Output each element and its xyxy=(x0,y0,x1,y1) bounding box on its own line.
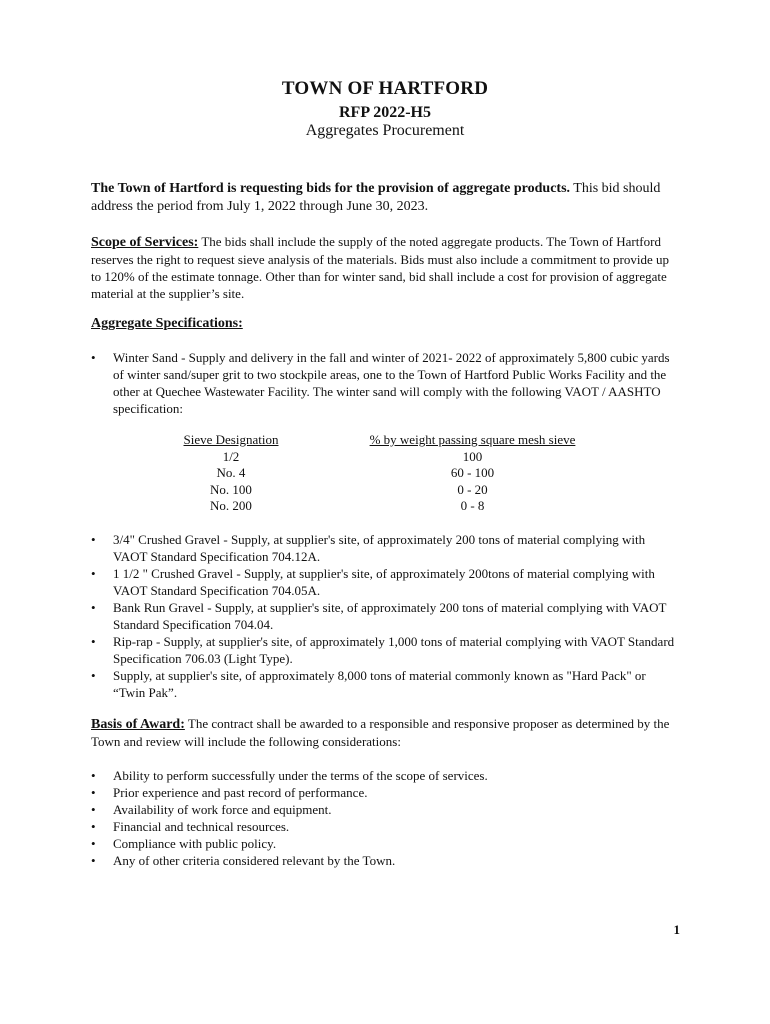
list-item: • Any of other criteria considered relevant by the Town. xyxy=(91,853,396,868)
table-cell: 60 - 100 xyxy=(450,465,495,481)
list-item: • Rip-rap - Supply, at supplier's site, of approximately 1,000 tons of material complying with VAOT Standard Specification 706.03 (Light Type). xyxy=(91,634,675,666)
list-item: • Availability of work force and equipment. xyxy=(91,802,332,817)
list-item: • Supply, at supplier's site, of approximately 8,000 tons of material commonly known as "Hard Pack" or “Twin Pak”. xyxy=(91,668,646,700)
award-text: The contract shall be awarded to a responsible and responsive proposer as determined by the Town and review will include the following considerations: xyxy=(91,716,670,749)
materials-list xyxy=(91,531,681,701)
award-heading: Basis of Award: xyxy=(91,717,185,732)
sieve-col-header: Sieve Designation xyxy=(183,432,279,447)
table-cell: No. 100 xyxy=(210,481,252,497)
specs-heading: Aggregate Specifications: xyxy=(91,316,243,331)
bullet-icon: • xyxy=(91,819,96,834)
list-item: • Winter Sand - Supply and delivery in the fall and winter of 2021- 2022 of approximately 5,800 cubic yards of winter sand/super grit to two stockpile areas, one to the Town of Hartford Public Works Facility and the other at Quechee Wastewater Facility. The winter sand will comply with the following VAOT / AASHTO specification: xyxy=(91,350,670,416)
table-cell: 100 xyxy=(462,448,483,464)
bullet-icon: • xyxy=(91,668,96,683)
bullet-icon: • xyxy=(91,566,96,581)
award-criteria-list xyxy=(91,767,681,869)
scope-paragraph xyxy=(91,233,681,302)
specs-list xyxy=(91,349,681,417)
list-item: • 1 1/2 " Crushed Gravel - Supply, at supplier's site, of approximately 200tons of material complying with VAOT Standard Specification 704.05A. xyxy=(91,566,655,598)
bullet-icon: • xyxy=(91,802,96,817)
list-item: • Compliance with public policy. xyxy=(91,836,277,851)
table-cell: No. 4 xyxy=(216,465,246,481)
bullet-icon: • xyxy=(91,853,96,868)
page-subtitle: Aggregates Procurement xyxy=(305,122,465,139)
list-item: • Ability to perform successfully under the terms of the scope of services. xyxy=(91,768,488,783)
page-number: 1 xyxy=(673,922,680,937)
bullet-icon: • xyxy=(91,836,96,851)
rfp-number: RFP 2022-H5 xyxy=(339,104,431,121)
table-cell: 0 - 8 xyxy=(460,498,485,514)
scope-heading: Scope of Services: xyxy=(91,235,199,250)
list-item: • Financial and technical resources. xyxy=(91,819,290,834)
bullet-icon: • xyxy=(91,350,96,365)
intro-paragraph xyxy=(91,180,681,216)
bullet-icon: • xyxy=(91,768,96,783)
table-cell: 0 - 20 xyxy=(457,481,488,497)
bullet-icon: • xyxy=(91,600,96,615)
passing-col-header: % by weight passing square mesh sieve xyxy=(369,432,576,447)
scope-text: The bids shall include the supply of the noted aggregate products. The Town of Hartford reserves the right to request sieve analysis of the materials. Bids must also include a commitment to provide up to 120% of the estimate tonnage. Other than for winter sand, bid shall include a cost for provision of aggregate material at the supplier’s site. xyxy=(91,234,670,301)
bullet-icon: • xyxy=(91,532,96,547)
sieve-designation-column xyxy=(175,432,287,515)
page-title: TOWN OF HARTFORD xyxy=(281,78,489,99)
intro-text: This bid should address the period from July 1, 2022 through June 30, 2023. xyxy=(91,181,661,214)
bullet-icon: • xyxy=(91,634,96,649)
intro-bold: The Town of Hartford is requesting bids for the provision of aggregate products. xyxy=(91,181,571,196)
list-item: • Prior experience and past record of performance. xyxy=(91,785,368,800)
award-paragraph xyxy=(91,715,681,750)
bullet-icon: • xyxy=(91,785,96,800)
list-item: • Bank Run Gravel - Supply, at supplier's site, of approximately 200 tons of material complying with VAOT Standard Specification 704.04. xyxy=(91,600,667,632)
passing-column xyxy=(360,432,585,515)
list-item: • 3/4" Crushed Gravel - Supply, at supplier's site, of approximately 200 tons of material complying with VAOT Standard Specification 704.12A. xyxy=(91,532,646,564)
table-cell: 1/2 xyxy=(222,448,240,464)
table-cell: No. 200 xyxy=(210,498,252,514)
